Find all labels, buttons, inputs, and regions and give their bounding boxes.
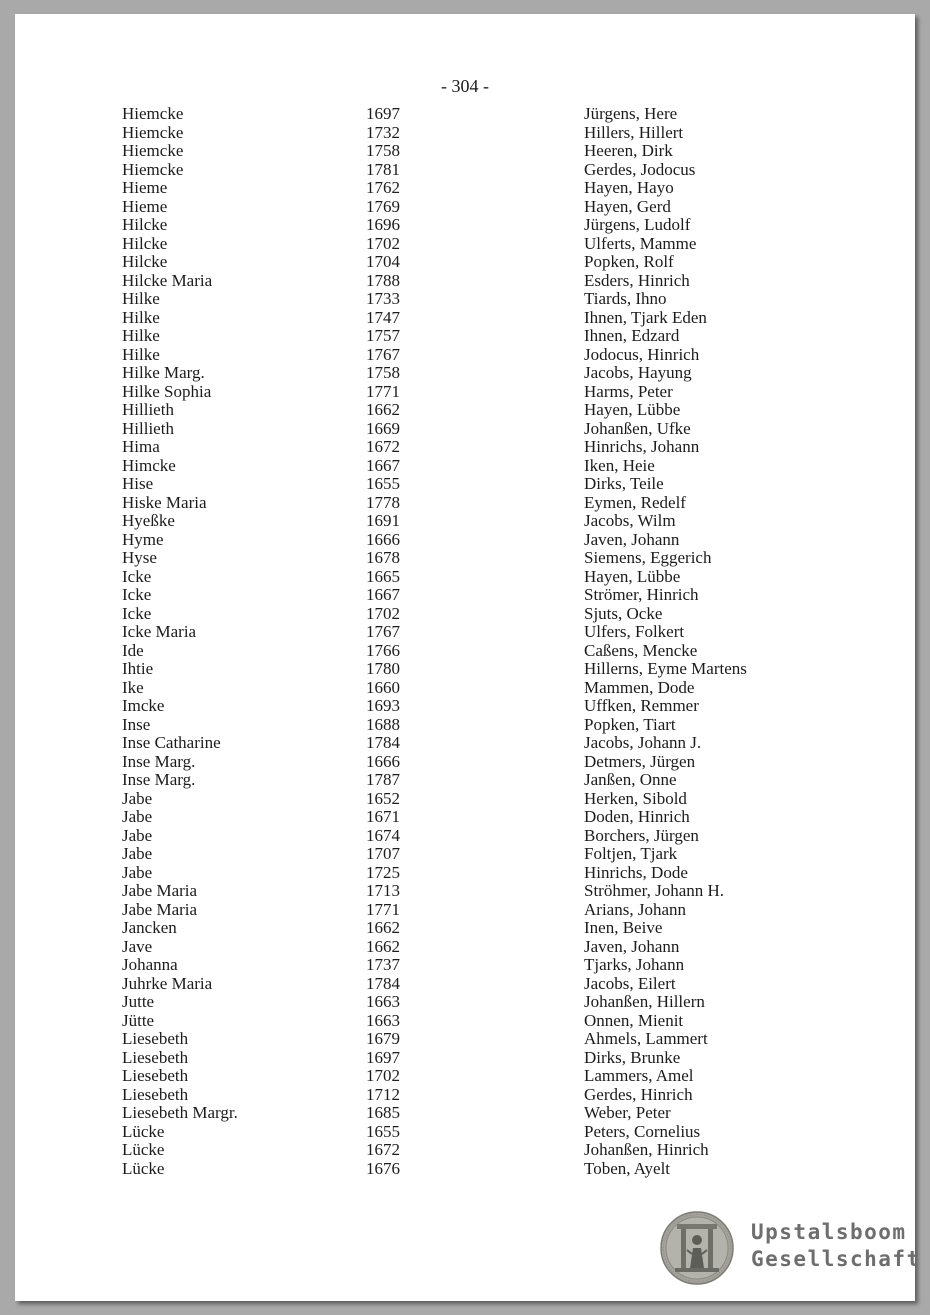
register-row (122, 956, 822, 975)
spouse-name: Caßens, Mencke (584, 640, 698, 660)
first-name: Hillieth (122, 400, 174, 419)
year: 1784 (366, 733, 400, 752)
spouse-name: Weber, Peter (584, 1103, 671, 1122)
first-name: Jutte (122, 992, 155, 1011)
year: 1696 (366, 215, 400, 234)
spouse-name: Heeren, Dirk (584, 141, 673, 160)
year: 1781 (366, 159, 400, 179)
register-row (122, 475, 822, 494)
year: 1688 (366, 714, 400, 734)
year: 1747 (366, 307, 400, 327)
spouse-name: Jürgens, Here (584, 104, 678, 123)
first-name: Hilcke Maria (122, 270, 213, 290)
register-row (122, 753, 822, 772)
year: 1667 (366, 455, 400, 475)
spouse-name: Peters, Cornelius (584, 1121, 701, 1141)
first-name: Johanna (122, 955, 178, 974)
spouse-name: Dirks, Brunke (584, 1047, 681, 1067)
year: 1672 (366, 437, 400, 456)
spouse-name: Jürgens, Ludolf (584, 215, 691, 234)
register-row (122, 235, 822, 254)
spouse-name: Arians, Johann (584, 899, 686, 919)
spouse-name: Eymen, Redelf (584, 492, 686, 512)
society-name-line-1: Upstalsboom (751, 1220, 907, 1244)
first-name: Jancken (122, 918, 177, 937)
society-emblem (659, 1210, 921, 1286)
register-row (122, 882, 822, 901)
first-name: Hilke (122, 344, 160, 364)
year: 1769 (366, 196, 400, 216)
register-row (122, 512, 822, 531)
year: 1693 (366, 696, 400, 715)
register-row (122, 827, 822, 846)
year: 1732 (366, 122, 400, 142)
spouse-name: Ihnen, Tjark Eden (584, 307, 707, 327)
register-row (122, 272, 822, 291)
spouse-name: Jacobs, Wilm (584, 511, 676, 530)
year: 1666 (366, 529, 400, 549)
first-name: Hilke (122, 307, 160, 327)
first-name: Hyeßke (122, 511, 175, 530)
register-row (122, 679, 822, 698)
first-name: Hilcke (122, 233, 168, 253)
spouse-name: Iken, Heie (584, 455, 655, 475)
year: 1771 (366, 381, 400, 401)
spouse-name: Dirks, Teile (584, 474, 664, 493)
first-name: Inse Marg. (122, 751, 196, 771)
register-row (122, 216, 822, 235)
register-row (122, 771, 822, 790)
register-row (122, 124, 822, 143)
register-row (122, 161, 822, 180)
year: 1671 (366, 807, 400, 826)
year: 1762 (366, 178, 400, 197)
spouse-name: Mammen, Dode (584, 677, 695, 697)
society-name (751, 1219, 921, 1273)
year: 1678 (366, 548, 400, 567)
first-name: Icke Maria (122, 622, 197, 641)
first-name: Jabe (122, 825, 153, 845)
register-row (122, 1012, 822, 1031)
register-row (122, 549, 822, 568)
first-name: Inse Catharine (122, 733, 221, 752)
spouse-name: Popken, Rolf (584, 252, 674, 271)
spouse-name: Foltjen, Tjark (584, 844, 678, 863)
year: 1702 (366, 233, 400, 253)
first-name: Liesebeth (122, 1066, 189, 1085)
year: 1757 (366, 326, 400, 345)
first-name: Ike (122, 677, 144, 697)
spouse-name: Strömer, Hinrich (584, 585, 699, 604)
first-name: Icke (122, 566, 152, 586)
register-row (122, 105, 822, 124)
spouse-name: Doden, Hinrich (584, 807, 690, 826)
spouse-name: Ulferts, Mamme (584, 233, 697, 253)
first-name: Juhrke Maria (122, 973, 213, 993)
first-name: Hillieth (122, 418, 174, 438)
year: 1663 (366, 992, 400, 1011)
year: 1771 (366, 899, 400, 919)
register-row (122, 790, 822, 809)
year: 1667 (366, 585, 400, 604)
first-name: Jabe (122, 807, 153, 826)
first-name: Hyme (122, 529, 164, 549)
year: 1655 (366, 474, 400, 493)
register-row (122, 1141, 822, 1160)
year: 1697 (366, 104, 400, 123)
spouse-name: Borchers, Jürgen (584, 825, 699, 845)
first-name: Hiemcke (122, 122, 184, 142)
spouse-name: Jodocus, Hinrich (584, 344, 700, 364)
spouse-name: Hayen, Hayo (584, 178, 674, 197)
spouse-name: Uffken, Remmer (584, 696, 699, 715)
year: 1702 (366, 1066, 400, 1085)
year: 1663 (366, 1010, 400, 1030)
first-name: Lücke (122, 1158, 165, 1178)
register-row (122, 808, 822, 827)
first-name: Liesebeth (122, 1029, 189, 1048)
register-row (122, 346, 822, 365)
register-row (122, 660, 822, 679)
register-row (122, 1123, 822, 1142)
spouse-name: Jacobs, Hayung (584, 363, 692, 382)
seal-icon (659, 1210, 735, 1286)
spouse-name: Lammers, Amel (584, 1066, 694, 1085)
spouse-name: Jacobs, Eilert (584, 973, 676, 993)
year: 1713 (366, 881, 400, 900)
year: 1758 (366, 363, 400, 382)
first-name: Liesebeth (122, 1047, 189, 1067)
register-row (122, 586, 822, 605)
first-name: Hilcke (122, 252, 168, 271)
first-name: Jabe Maria (122, 899, 198, 919)
year: 1704 (366, 252, 400, 271)
register-row (122, 364, 822, 383)
spouse-name: Hayen, Lübbe (584, 400, 681, 419)
register-row (122, 253, 822, 272)
year: 1784 (366, 973, 400, 993)
first-name: Icke (122, 603, 152, 623)
first-name: Hise (122, 474, 154, 493)
register-row (122, 1067, 822, 1086)
register-row (122, 993, 822, 1012)
first-name: Icke (122, 585, 152, 604)
register-row (122, 642, 822, 661)
year: 1666 (366, 751, 400, 771)
first-name: Ihtie (122, 659, 154, 678)
register-row (122, 309, 822, 328)
spouse-name: Herken, Sibold (584, 788, 687, 808)
year: 1767 (366, 344, 400, 364)
first-name: Hilcke (122, 215, 168, 234)
register-row (122, 845, 822, 864)
year: 1676 (366, 1158, 400, 1178)
spouse-name: Gerdes, Jodocus (584, 159, 696, 179)
first-name: Himcke (122, 455, 176, 475)
year: 1787 (366, 770, 400, 789)
register-row (122, 568, 822, 587)
spouse-name: Ströhmer, Johann H. (584, 881, 725, 900)
year: 1766 (366, 640, 400, 660)
first-name: Hiemcke (122, 104, 184, 123)
register-row (122, 623, 822, 642)
register-row (122, 1049, 822, 1068)
register-row (122, 864, 822, 883)
first-name: Hyse (122, 548, 157, 567)
register-row (122, 938, 822, 957)
first-name: Lücke (122, 1121, 165, 1141)
register-row (122, 420, 822, 439)
spouse-name: Esders, Hinrich (584, 270, 690, 290)
year: 1662 (366, 936, 400, 956)
register-row (122, 438, 822, 457)
first-name: Hiemcke (122, 141, 184, 160)
year: 1712 (366, 1084, 400, 1104)
first-name: Jave (122, 936, 153, 956)
spouse-name: Johanßen, Hillern (584, 992, 705, 1011)
first-name: Liesebeth (122, 1084, 189, 1104)
spouse-name: Ihnen, Edzard (584, 326, 680, 345)
year: 1652 (366, 788, 400, 808)
register-row (122, 327, 822, 346)
year: 1737 (366, 955, 400, 974)
first-name: Inse Marg. (122, 770, 196, 789)
spouse-name: Onnen, Mienit (584, 1010, 684, 1030)
first-name: Jabe (122, 844, 153, 863)
year: 1660 (366, 677, 400, 697)
first-name: Jütte (122, 1010, 155, 1030)
spouse-name: Javen, Johann (584, 529, 680, 549)
first-name: Jabe (122, 788, 153, 808)
year: 1691 (366, 511, 400, 530)
first-name: Ide (122, 640, 144, 660)
register-row (122, 179, 822, 198)
spouse-name: Janßen, Onne (584, 770, 677, 789)
first-name: Hilke (122, 326, 160, 345)
year: 1767 (366, 622, 400, 641)
spouse-name: Tiards, Ihno (584, 289, 667, 308)
spouse-name: Johanßen, Hinrich (584, 1140, 709, 1159)
year: 1672 (366, 1140, 400, 1159)
year: 1702 (366, 603, 400, 623)
year: 1674 (366, 825, 400, 845)
year: 1707 (366, 844, 400, 863)
year: 1778 (366, 492, 400, 512)
register-row (122, 1030, 822, 1049)
spouse-name: Hinrichs, Johann (584, 437, 700, 456)
spouse-name: Ulfers, Folkert (584, 622, 685, 641)
spouse-name: Hayen, Lübbe (584, 566, 681, 586)
register-row (122, 494, 822, 513)
spouse-name: Ahmels, Lammert (584, 1029, 708, 1048)
first-name: Lücke (122, 1140, 165, 1159)
register-row (122, 734, 822, 753)
year: 1788 (366, 270, 400, 290)
register-row (122, 605, 822, 624)
first-name: Jabe (122, 862, 153, 882)
register-row (122, 697, 822, 716)
first-name: Hieme (122, 196, 168, 216)
first-name: Liesebeth Margr. (122, 1103, 238, 1122)
register-row (122, 383, 822, 402)
name-register-list (122, 105, 822, 1178)
register-row (122, 198, 822, 217)
document-page (15, 14, 921, 1301)
spouse-name: Siemens, Eggerich (584, 548, 712, 567)
spouse-name: Harms, Peter (584, 381, 673, 401)
spouse-name: Hillerns, Eyme Martens (584, 659, 747, 678)
year: 1679 (366, 1029, 400, 1048)
register-row (122, 1104, 822, 1123)
year: 1697 (366, 1047, 400, 1067)
year: 1758 (366, 141, 400, 160)
spouse-name: Tjarks, Johann (584, 955, 685, 974)
first-name: Hieme (122, 178, 168, 197)
register-row (122, 919, 822, 938)
spouse-name: Popken, Tiart (584, 714, 676, 734)
first-name: Hilke Sophia (122, 381, 212, 401)
year: 1725 (366, 862, 400, 882)
spouse-name: Sjuts, Ocke (584, 603, 663, 623)
spouse-name: Detmers, Jürgen (584, 751, 696, 771)
first-name: Hiemcke (122, 159, 184, 179)
register-row (122, 1160, 822, 1179)
page-number: - 304 - (441, 76, 489, 96)
first-name: Hima (122, 437, 160, 456)
society-name-line-2: Gesellschaft (751, 1247, 921, 1271)
year: 1733 (366, 289, 400, 308)
year: 1780 (366, 659, 400, 678)
first-name: Inse (122, 714, 151, 734)
register-row (122, 1086, 822, 1105)
year: 1669 (366, 418, 400, 438)
spouse-name: Gerdes, Hinrich (584, 1084, 693, 1104)
register-row (122, 975, 822, 994)
year: 1685 (366, 1103, 400, 1122)
register-row (122, 531, 822, 550)
register-row (122, 290, 822, 309)
first-name: Hilke (122, 289, 160, 308)
spouse-name: Hinrichs, Dode (584, 862, 688, 882)
spouse-name: Hillers, Hillert (584, 122, 684, 142)
year: 1662 (366, 400, 400, 419)
register-row (122, 142, 822, 161)
spouse-name: Javen, Johann (584, 936, 680, 956)
register-row (122, 401, 822, 420)
register-row (122, 901, 822, 920)
year: 1665 (366, 566, 400, 586)
spouse-name: Hayen, Gerd (584, 196, 671, 216)
first-name: Imcke (122, 696, 165, 715)
spouse-name: Jacobs, Johann J. (584, 733, 702, 752)
first-name: Hiske Maria (122, 492, 207, 512)
register-row (122, 457, 822, 476)
first-name: Jabe Maria (122, 881, 198, 900)
spouse-name: Toben, Ayelt (584, 1158, 671, 1178)
year: 1662 (366, 918, 400, 937)
year: 1655 (366, 1121, 400, 1141)
first-name: Hilke Marg. (122, 363, 205, 382)
register-row (122, 716, 822, 735)
spouse-name: Johanßen, Ufke (584, 418, 691, 438)
spouse-name: Inen, Beive (584, 918, 663, 937)
